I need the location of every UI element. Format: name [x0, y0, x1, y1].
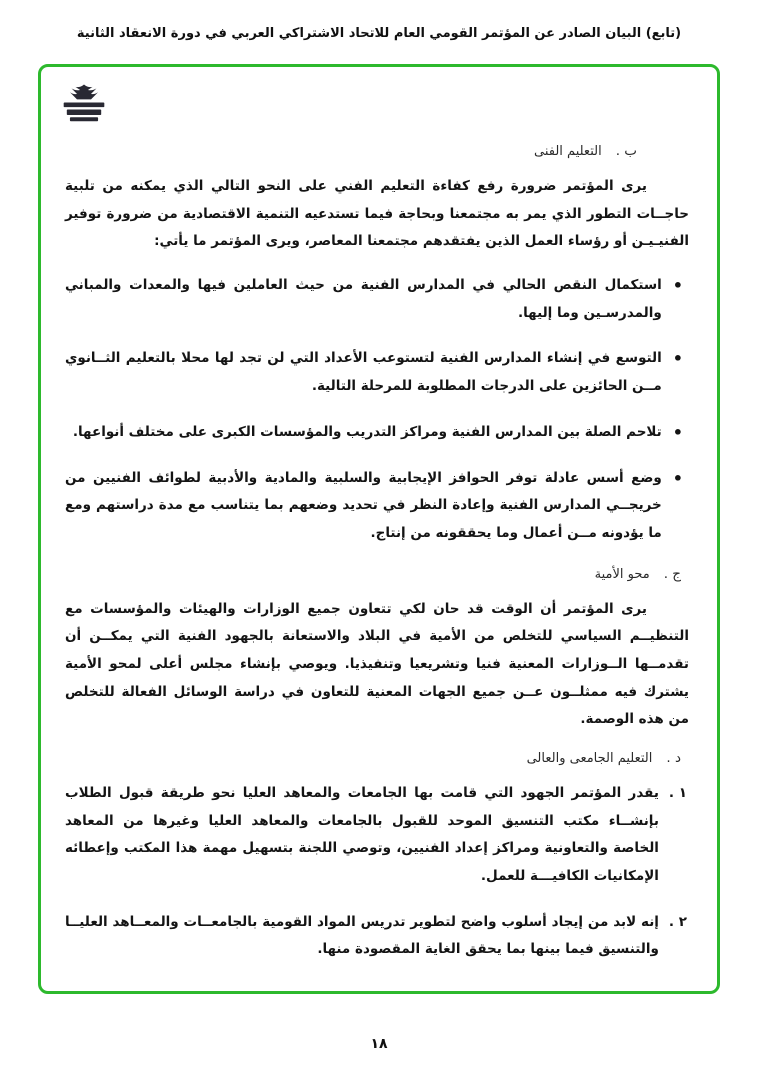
section-title: التعليم الفنى — [534, 144, 602, 159]
section-marker: د . — [666, 750, 681, 767]
section-heading-literacy — [65, 566, 681, 582]
bullet-item — [65, 419, 683, 447]
bullet-text: وضع أسس عادلة توفر الحوافز الإيجابية والسلبية والمادية والأدبية لطوائف الفنيين من خريجــي المدارس الفنية وإعادة النظر في تحديد وضعهم بما يتناسب مع مدة دراستهم ومع ما يؤدونه مــن أعمال وما يحققونه من إنتاج. — [65, 469, 662, 542]
bullet-text: تلاحم الصلة بين المدارس الفنية ومراكز التدريب والمؤسسات الكبرى على مختلف أنواعها. — [72, 423, 662, 440]
university-education-numbered-list — [65, 780, 687, 964]
technical-education-intro-paragraph: يرى المؤتمر ضرورة رفع كفاءة التعليم الفني على النحو التالي الذي يمكنه من تلبية حاجــات التطور الذي يمر به مجتمعنا وبحاجة فيما تستدعيه التنمية الاقتصادية من ضرورة توفير الفنيـيـن أو رؤساء العمل الذين يفتقدهم مجتمعنا المعاصر، ويرى المؤتمر ما يأتي: — [65, 178, 689, 250]
bullet-item — [65, 272, 683, 327]
bullet-item — [65, 465, 683, 548]
numbered-item — [65, 909, 687, 964]
section-heading-technical-education — [65, 143, 637, 159]
bullet-text: التوسع في إنشاء المدارس الفنية لتستوعب الأعداد التي لن تجد لها محلا بالتعليم الثــانوي مــن الحائزين على الدرجات المطلوبة للمرحلة التالية. — [65, 350, 662, 395]
section-marker: ب . — [615, 143, 637, 159]
bullet-icon: • — [672, 468, 683, 488]
item-text: إنه لابد من إيجاد أسلوب واضح لتطوير تدريس المواد القومية بالجامعــات والمعــاهد العليــا والتنسيق فيما بينها بما يحقق الغاية المقصودة منها. — [65, 913, 659, 958]
section-heading-university-education — [65, 750, 681, 766]
item-text: يقدر المؤتمر الجهود التي قامت بها الجامعات والمعاهد العليا نحو طريقة قبول الطلاب بإنشــاء مكتب التنسيق الموحد للقبول بالجامعات والمعاهد العليا وغيرها من المعاهد الخاصة والتعاونية ومراكز إعداد الفنيين، وتوصي اللجنة بتسهيل مهمة هذا المكتب وإعطائه الإمكانيات الكافيـــة للعمل. — [65, 785, 659, 885]
item-number: ٢ . — [668, 913, 687, 930]
literacy-paragraph: يرى المؤتمر أن الوقت قد حان لكي تتعاون جميع الوزارات والهيئات والمؤسسات مع التنظيــم السياسي للتخلص من الأمية في البلاد والاستعانة بالجهود الفنية التي يمكــن أن تقدمــها الــوزارات المعنية فنيا وتشريعيا وتنفيذيا. ويوصي بإنشاء مجلس أعلى لمحو الأمية يشترك فيه ممثلــون عــن جميع الجهات المعنية للتعاون في دراسة الوسائل الفعالة للتخلص من هذه الوصمة. — [65, 600, 689, 728]
eagle-stamp-icon — [59, 83, 109, 125]
bullet-icon: • — [672, 349, 683, 369]
page-number: ١٨ — [370, 1036, 388, 1052]
section-title: محو الأمية — [594, 566, 650, 582]
bullet-icon: • — [672, 276, 683, 296]
section-marker: ج . — [663, 565, 681, 582]
item-number: ١ . — [668, 785, 687, 802]
green-content-frame — [38, 64, 720, 994]
section-title: التعليم الجامعى والعالى — [526, 751, 653, 767]
bullet-icon: • — [672, 422, 683, 442]
numbered-item — [65, 780, 687, 891]
bullet-item — [65, 345, 683, 400]
technical-education-bullet-list — [65, 272, 683, 548]
page-header-title: (تابع) البيان الصادر عن المؤتمر القومي العام للاتحاد الاشتراكي العربي في دورة الانعقاد الثانية — [76, 26, 682, 41]
bullet-text: استكمال النقص الحالي في المدارس الفنية من حيث العاملين فيها والمعدات والمباني والمدرسـين وما إليها. — [65, 277, 662, 321]
